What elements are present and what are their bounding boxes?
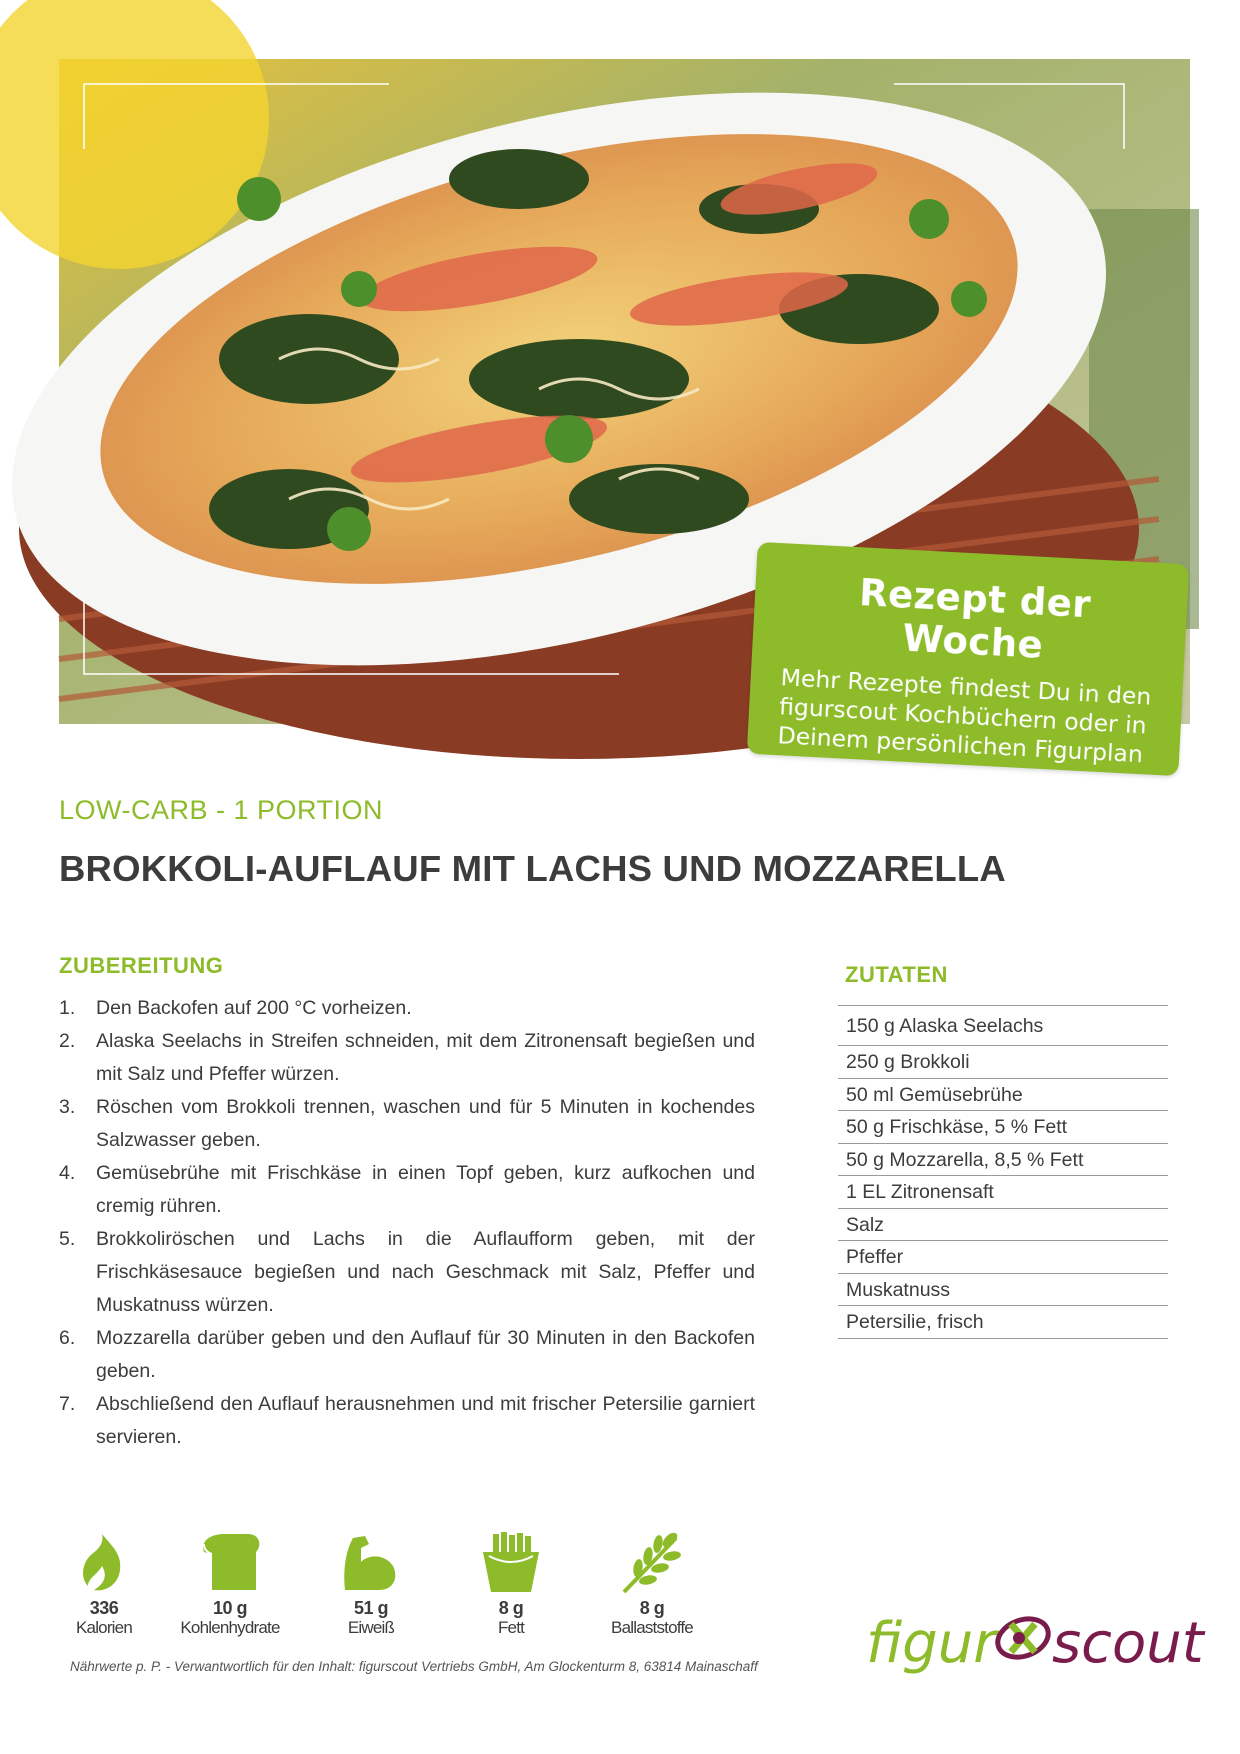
ingredient-item: Petersilie, frisch (838, 1306, 1168, 1339)
nutrition-label: Fett (497, 1618, 525, 1637)
step-item (59, 1157, 755, 1223)
ingredient-item: Pfeffer (838, 1241, 1168, 1274)
step-text: Abschließend den Auflauf herausnehmen und mit frischer Petersilie garniert servieren. (96, 1393, 755, 1448)
step-number: 1. (59, 997, 76, 1019)
step-number: 4. (59, 1162, 76, 1184)
nutrition-carbs (175, 1532, 285, 1638)
nutrition-fiber (597, 1532, 707, 1638)
footer-note: Nährwerte p. P. - Verwantwortlich für den Inhalt: figurscout Vertriebs GmbH, Am Glockenturm 8, 63814 Mainaschaff (70, 1659, 758, 1674)
step-text: Röschen vom Brokkoli trennen, waschen und für 5 Minuten in kochendes Salzwasser geben. (96, 1096, 755, 1151)
logo-right: scout (1052, 1611, 1204, 1676)
ingredient-item: 50 g Frischkäse, 5 % Fett (838, 1111, 1168, 1144)
step-number: 3. (59, 1096, 76, 1118)
figurscout-logo[interactable] (866, 1600, 1204, 1680)
step-item (59, 992, 755, 1025)
nutrition-label: Kalorien (76, 1618, 132, 1637)
step-number: 6. (59, 1327, 76, 1349)
step-item (59, 1091, 755, 1157)
ingredients-list (838, 1005, 1168, 1339)
wheat-icon (620, 1532, 684, 1594)
logo-mark-icon (992, 1612, 1053, 1664)
nutrition-label: Kohlenhydrate (180, 1618, 280, 1637)
ingredient-item: 50 g Mozzarella, 8,5 % Fett (838, 1144, 1168, 1177)
nutrition-value: 336 (89, 1598, 119, 1618)
recipe-of-the-week-badge[interactable] (747, 542, 1190, 776)
nutrition-label: Eiweiß (347, 1618, 395, 1637)
step-number: 5. (59, 1228, 76, 1250)
ingredient-item: 150 g Alaska Seelachs (838, 1005, 1168, 1046)
step-number: 7. (59, 1393, 76, 1415)
step-item (59, 1388, 755, 1454)
nutrition-value: 8 g (498, 1598, 524, 1618)
step-text: Mozzarella darüber geben und den Auflauf für 30 Minuten in den Backofen geben. (96, 1327, 755, 1382)
bread-icon (198, 1532, 262, 1594)
muscle-arm-icon (339, 1532, 403, 1594)
fries-icon (479, 1532, 543, 1594)
flame-icon (74, 1532, 134, 1594)
preparation-steps (59, 992, 755, 1454)
badge-text: Mehr Rezepte findest Du in den figurscout Kochbüchern oder in Deinem persönlichen Figurplan (777, 663, 1152, 769)
step-item (59, 1223, 755, 1322)
nutrition-label: Ballaststoffe (611, 1618, 693, 1637)
logo-left: figur (866, 1611, 997, 1676)
ingredient-item: 50 ml Gemüsebrühe (838, 1079, 1168, 1112)
nutrition-value: 51 g (353, 1598, 389, 1618)
recipe-category: LOW-CARB - 1 PORTION (59, 795, 384, 825)
recipe-title: BROKKOLI-AUFLAUF MIT LACHS UND MOZZARELLA (59, 848, 1006, 889)
ingredient-item: 1 EL Zitronensaft (838, 1176, 1168, 1209)
step-text: Alaska Seelachs in Streifen schneiden, mit dem Zitronensaft begießen und mit Salz und Pfeffer würzen. (96, 1030, 755, 1085)
nutrition-fat (456, 1532, 566, 1638)
ingredients-heading: ZUTATEN (845, 962, 948, 987)
step-text: Den Backofen auf 200 °C vorheizen. (96, 997, 412, 1019)
step-text: Gemüsebrühe mit Frischkäse in einen Topf geben, kurz aufkochen und cremig rühren. (96, 1162, 755, 1217)
ingredient-item: 250 g Brokkoli (838, 1046, 1168, 1079)
ingredient-item: Muskatnuss (838, 1274, 1168, 1307)
nutrition-value: 8 g (639, 1598, 665, 1618)
step-text: Brokkoliröschen und Lachs in die Auflaufform geben, mit der Frischkäsesauce begießen und nach Geschmack mit Salz, Pfeffer und Muskatnuss würzen. (96, 1228, 755, 1316)
nutrition-calories (49, 1532, 159, 1638)
step-item (59, 1322, 755, 1388)
preparation-heading: ZUBEREITUNG (59, 953, 224, 978)
nutrition-value: 10 g (212, 1598, 248, 1618)
ingredient-item: Salz (838, 1209, 1168, 1242)
badge-title: Rezept der Woche (858, 571, 1093, 667)
step-number: 2. (59, 1030, 76, 1052)
step-item (59, 1025, 755, 1091)
nutrition-protein (316, 1532, 426, 1638)
